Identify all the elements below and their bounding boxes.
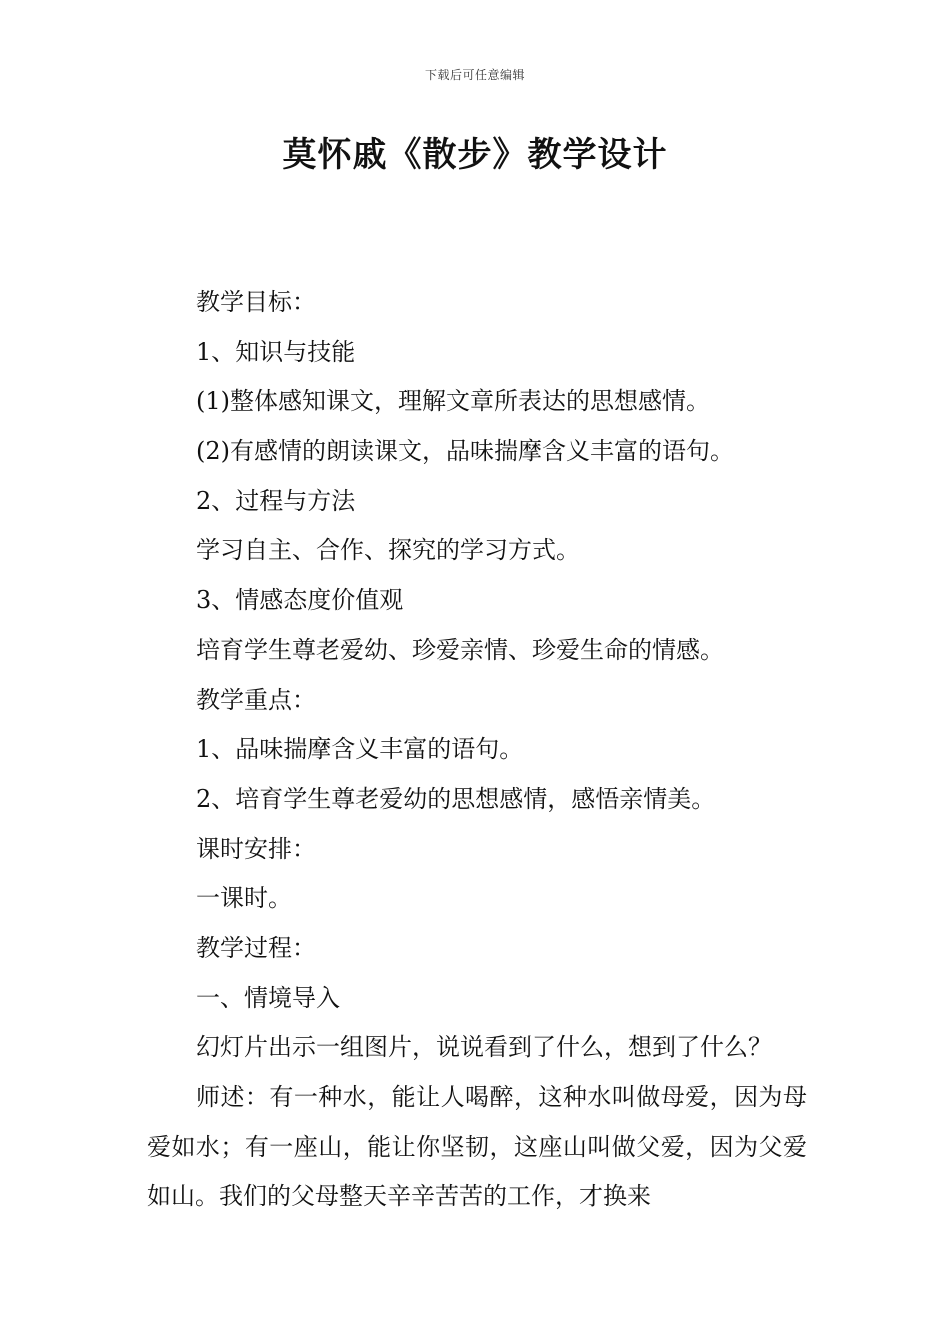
body-line: 幻灯片出示一组图片，说说看到了什么，想到了什么？ — [196, 1033, 772, 1062]
body-line: 课时安排： — [196, 834, 316, 863]
body-line: 1、品味揣摩含义丰富的语句。 — [196, 735, 524, 764]
body-line: 教学过程： — [196, 933, 316, 962]
body-line: (1)整体感知课文，理解文章所表达的思想感情。 — [196, 387, 710, 416]
body-line: 3、情感态度价值观 — [196, 586, 404, 615]
body-line: (2)有感情的朗读课文，品味揣摩含义丰富的语句。 — [196, 437, 734, 466]
body-line: 2、过程与方法 — [196, 486, 356, 515]
header-note: 下载后可任意编辑 — [424, 68, 525, 82]
body-line: 培育学生尊老爱幼、珍爱亲情、珍爱生命的情感。 — [196, 635, 724, 664]
body-paragraph: 师述：有一种水，能让人喝醉，这种水叫做母爱，因为母爱如水；有一座山，能让你坚韧，这座山叫做父爱，因为父爱如山。我们的父母整天辛辛苦苦的工作，才换来 — [147, 1083, 807, 1211]
body-line: 教学重点： — [196, 685, 316, 714]
body-line: 1、知识与技能 — [196, 337, 356, 366]
body-line: 教学目标： — [196, 288, 316, 316]
document-body — [147, 278, 807, 1222]
body-line: 一课时。 — [196, 884, 292, 913]
body-line: 2、培育学生尊老爱幼的思想感情，感悟亲情美。 — [196, 784, 716, 813]
body-line: 一、情境导入 — [196, 983, 340, 1012]
document-title: 莫怀戚《散步》教学设计 — [282, 135, 668, 175]
body-line: 学习自主、合作、探究的学习方式。 — [196, 536, 580, 565]
